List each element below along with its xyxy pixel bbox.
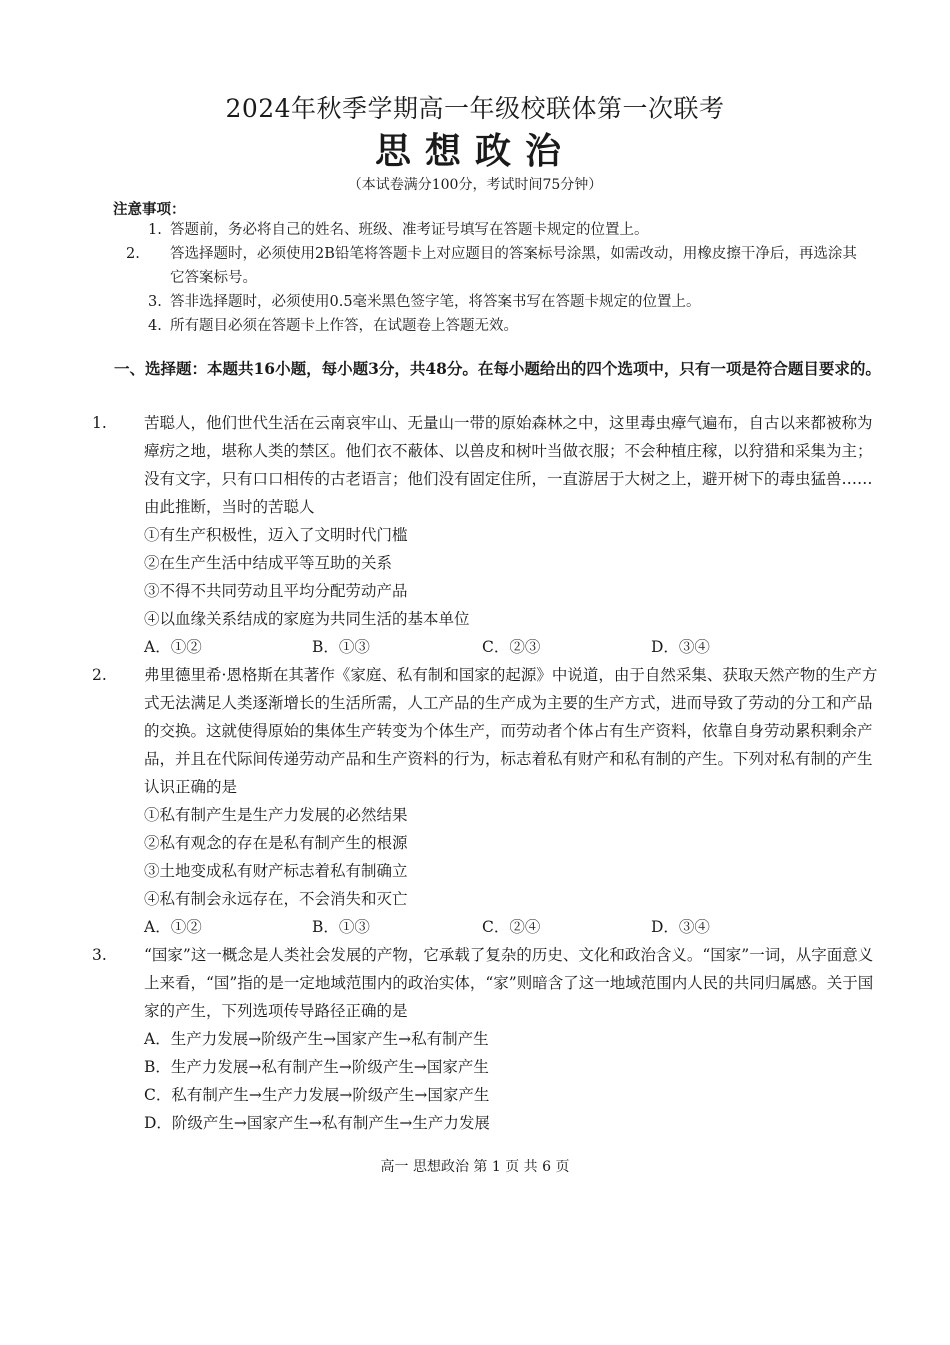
question-text: “国家”这一概念是人类社会发展的产物，它承载了复杂的历史、文化和政治含义。“国家”一词，从字面意义上来看，“国”指的是一定地域范围内的政治实体，“家”则暗含了这一地域范围内人民的共同归属感。关于国家的产生，下列选项传导路径正确的是 [144,946,874,1020]
question-2-statement-2: ②私有观念的存在是私有制产生的根源 [144,834,408,852]
exam-meta: （本试卷满分100分，考试时间75分钟） [347,177,603,193]
notice-heading: 注意事项： [113,201,186,218]
notice-number: 4. [148,318,162,334]
question-1-statement-3: ③不得不共同劳动且平均分配劳动产品 [144,582,408,600]
question-2-statement-4: ④私有制会永远存在，不会消失和灭亡 [144,890,408,908]
question-1-statement-2: ②在生产生活中结成平等互助的关系 [144,554,393,572]
question-text: 苦聪人，他们世代生活在云南哀牢山、无量山一带的原始森林之中，这里毒虫瘴气遍布，自古以来都被称为瘴疠之地，堪称人类的禁区。他们衣不蔽体、以兽皮和树叶当做衣服；不会种植庄稼，以狩猎和采集为主；没有文字，只有口口相传的古老语言；他们没有固定住所，一直游居于大树之上，避开树下的毒虫猛兽……由此推断，当时的苦聪人 [144,414,873,516]
notice-item [148,290,868,314]
question-3-option-c: C．私有制产生→生产力发展→阶级产生→国家产生 [144,1086,490,1104]
notice-text: 答选择题时，必须使用2B铅笔将答题卡上对应题目的答案标号涂黑，如需改动，用橡皮擦干净后，再选涂其它答案标号。 [170,246,857,286]
choice-b: B．①③ [312,918,370,936]
notice-item [126,242,868,290]
question-number: 3. [92,946,107,964]
exam-title: 2024年秋季学期高一年级校联体第一次联考 [225,94,725,123]
choice-c: C．②③ [482,638,541,656]
notice-number: 3. [148,294,162,310]
choice-d: D．③④ [651,918,710,936]
question-number: 1. [92,414,107,432]
choice-c: C．②④ [482,918,541,936]
question-3-option-d: D．阶级产生→国家产生→私有制产生→生产力发展 [144,1114,490,1132]
notice-text: 答非选择题时，必须使用0.5毫米黑色签字笔，将答案书写在答题卡规定的位置上。 [170,294,701,310]
choice-a: A．①② [144,918,202,936]
notice-number: 1. [148,222,162,238]
question-2-stem [92,661,884,801]
section-heading: 一、选择题：本题共16小题，每小题3分，共48分。在每小题给出的四个选项中，只有一项是符合题目要求的。 [114,359,881,378]
question-1-statement-1: ①有生产积极性，迈入了文明时代门槛 [144,526,408,544]
question-number: 2. [92,666,107,684]
question-3-stem [92,941,884,1025]
question-1-statement-4: ④以血缘关系结成的家庭为共同生活的基本单位 [144,610,470,628]
choice-a: A．①② [144,638,202,656]
notice-text: 答题前，务必将自己的姓名、班级、准考证号填写在答题卡规定的位置上。 [170,222,649,238]
choice-b: B．①③ [312,638,370,656]
question-text: 弗里德里希·恩格斯在其著作《家庭、私有制和国家的起源》中说道，由于自然采集、获取天然产物的生产方式无法满足人类逐渐增长的生活所需，人工产品的生产成为主要的生产方式，进而导致了劳动的分工和产品的交换。这就使得原始的集体生产转变为个体生产，而劳动者个体占有生产资料，依靠自身劳动累积剩余产品，并且在代际间传递劳动产品和生产资料的行为，标志着私有财产和私有制的产生。下列对私有制的产生认识正确的是 [144,666,878,796]
notice-item [148,218,868,242]
notice-item [148,314,868,338]
notice-text: 所有题目必须在答题卡上作答，在试题卷上答题无效。 [170,318,518,334]
page-footer: 高一 思想政治 第 1 页 共 6 页 [380,1159,570,1175]
question-3-option-b: B．生产力发展→私有制产生→阶级产生→国家产生 [144,1058,489,1076]
subject-title: 思想政治 [374,130,575,172]
choice-d: D．③④ [651,638,710,656]
question-3-option-a: A．生产力发展→阶级产生→国家产生→私有制产生 [144,1030,489,1048]
question-2-statement-1: ①私有制产生是生产力发展的必然结果 [144,806,408,824]
notice-number: 2. [126,246,140,262]
notice-list [126,218,868,338]
question-2-statement-3: ③土地变成私有财产标志着私有制确立 [144,862,408,880]
question-1-stem [92,409,884,521]
